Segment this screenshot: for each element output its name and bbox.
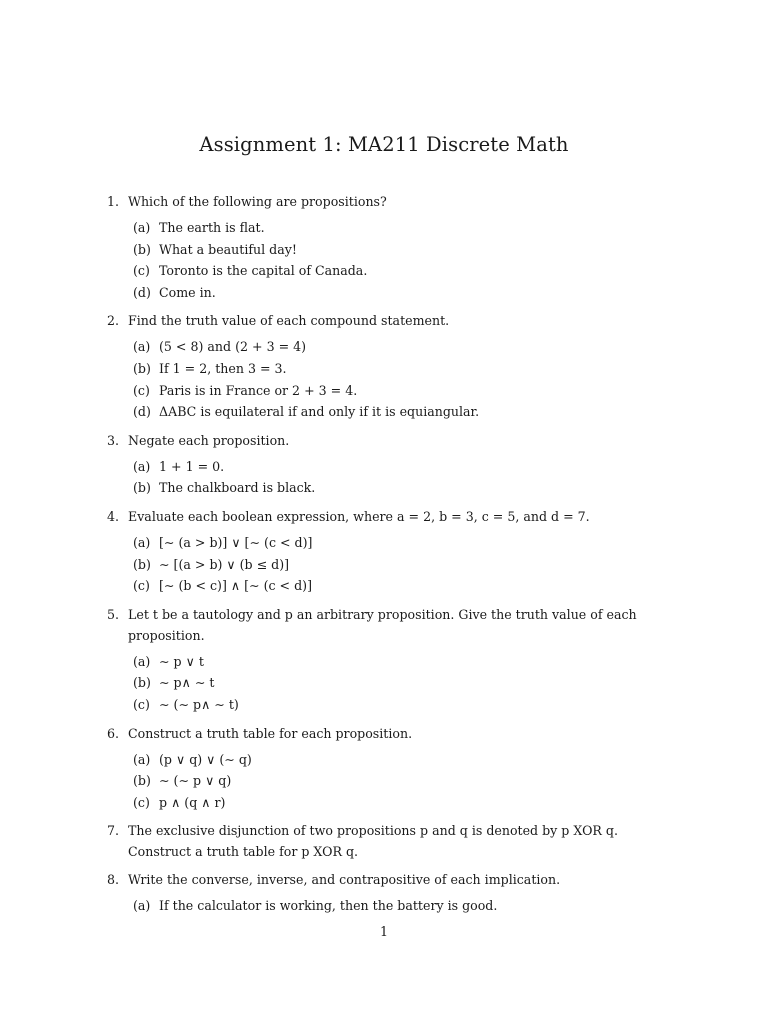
subproblem-label: (c)	[133, 794, 150, 810]
subproblem-item	[133, 239, 679, 261]
page-number: 1	[379, 924, 388, 939]
subproblem-label: (b)	[133, 773, 151, 789]
subproblem-item	[133, 282, 679, 304]
subproblem-item	[133, 260, 679, 282]
problem-text: Write the converse, inverse, and contrapositive of each implication.	[128, 872, 561, 888]
problem-number: 4.	[107, 508, 120, 524]
subproblem-item	[133, 477, 679, 499]
subproblem-list	[128, 217, 679, 303]
subproblem-item	[133, 694, 679, 716]
subproblem-label: (d)	[133, 404, 151, 420]
problem-text: Which of the following are propositions?	[128, 194, 387, 209]
problem-item	[107, 506, 679, 597]
subproblem-text: [∼ (a > b)] ∨ [∼ (c < d)]	[159, 534, 313, 550]
problem-item	[107, 820, 679, 862]
problem-text: The exclusive disjunction of two propositions p and q is denoted by p XOR q. Construct a truth table for p XOR q.	[128, 823, 618, 860]
subproblem-label: (b)	[133, 360, 151, 376]
subproblem-label: (a)	[133, 458, 151, 474]
subproblem-text: ∼ [(a > b) ∨ (b ≤ d)]	[159, 556, 290, 572]
problem-number: 7.	[107, 823, 120, 839]
subproblem-label: (a)	[133, 534, 151, 550]
subproblem-label: (a)	[133, 339, 151, 355]
problem-number: 5.	[107, 606, 120, 622]
subproblem-list	[128, 651, 679, 716]
subproblem-text: ∼ p ∨ t	[159, 653, 204, 669]
problem-text: Let t be a tautology and p an arbitrary proposition. Give the truth value of each proposition.	[128, 606, 637, 643]
problem-number: 3.	[107, 432, 120, 448]
subproblem-text: If the calculator is working, then the battery is good.	[159, 898, 498, 914]
subproblem-text: [∼ (b < c)] ∧ [∼ (c < d)]	[159, 578, 312, 594]
subproblem-text: Come in.	[159, 284, 216, 300]
subproblem-item	[133, 770, 679, 792]
subproblem-item	[133, 380, 679, 402]
problem-item	[107, 604, 679, 716]
subproblem-item	[133, 554, 679, 576]
subproblem-label: (b)	[133, 556, 151, 572]
subproblem-text: p ∧ (q ∧ r)	[159, 794, 226, 810]
subproblem-text: What a beautiful day!	[159, 241, 297, 257]
subproblem-list	[128, 532, 679, 597]
subproblem-text: ∼ (∼ p ∨ q)	[159, 773, 232, 789]
problem-item	[107, 869, 679, 917]
subproblem-item	[133, 895, 679, 917]
subproblem-label: (a)	[133, 898, 151, 914]
subproblem-label: (d)	[133, 284, 151, 300]
page-title: Assignment 1: MA211 Discrete Math	[199, 133, 569, 156]
subproblem-text: ∼ (∼ p∧ ∼ t)	[159, 696, 239, 712]
problem-text: Negate each proposition.	[128, 432, 290, 448]
subproblem-item	[133, 532, 679, 554]
subproblem-item	[133, 358, 679, 380]
problem-number: 8.	[107, 872, 120, 888]
problem-item	[107, 310, 679, 422]
subproblem-label: (c)	[133, 263, 150, 279]
subproblem-text: The earth is flat.	[159, 220, 265, 235]
subproblem-text: (p ∨ q) ∨ (∼ q)	[159, 751, 252, 767]
subproblem-label: (b)	[133, 675, 151, 691]
subproblem-text: If 1 = 2, then 3 = 3.	[159, 360, 287, 376]
problem-list	[107, 191, 679, 924]
subproblem-item	[133, 336, 679, 358]
problem-number: 1.	[107, 194, 120, 209]
subproblem-item	[133, 792, 679, 814]
subproblem-text: ΔABC is equilateral if and only if it is equiangular.	[159, 404, 480, 420]
subproblem-label: (a)	[133, 751, 151, 767]
problem-item	[107, 430, 679, 499]
subproblem-text: Paris is in France or 2 + 3 = 4.	[159, 382, 358, 398]
subproblem-text: Toronto is the capital of Canada.	[159, 263, 368, 279]
subproblem-label: (c)	[133, 382, 150, 398]
subproblem-list	[128, 895, 679, 917]
subproblem-label: (b)	[133, 241, 151, 257]
subproblem-item	[133, 651, 679, 673]
subproblem-label: (c)	[133, 578, 150, 594]
problem-text: Evaluate each boolean expression, where a = 2, b = 3, c = 5, and d = 7.	[128, 508, 590, 524]
problem-text: Construct a truth table for each proposition.	[128, 725, 413, 741]
subproblem-list	[128, 336, 679, 422]
subproblem-item	[133, 575, 679, 597]
subproblem-label: (b)	[133, 480, 151, 496]
subproblem-text: (5 < 8) and (2 + 3 = 4)	[159, 339, 307, 355]
subproblem-label: (a)	[133, 220, 151, 235]
subproblem-item	[133, 217, 679, 239]
subproblem-label: (a)	[133, 653, 151, 669]
problem-item	[107, 191, 679, 303]
subproblem-item	[133, 401, 679, 423]
subproblem-text: ∼ p∧ ∼ t	[159, 675, 215, 691]
subproblem-item	[133, 749, 679, 771]
subproblem-item	[133, 456, 679, 478]
problem-number: 2.	[107, 313, 120, 329]
subproblem-label: (c)	[133, 696, 150, 712]
subproblem-text: 1 + 1 = 0.	[159, 458, 225, 474]
subproblem-list	[128, 749, 679, 814]
subproblem-item	[133, 672, 679, 694]
subproblem-text: The chalkboard is black.	[159, 480, 316, 496]
problem-item	[107, 723, 679, 814]
problem-number: 6.	[107, 725, 120, 741]
problem-text: Find the truth value of each compound statement.	[128, 313, 450, 329]
subproblem-list	[128, 456, 679, 499]
